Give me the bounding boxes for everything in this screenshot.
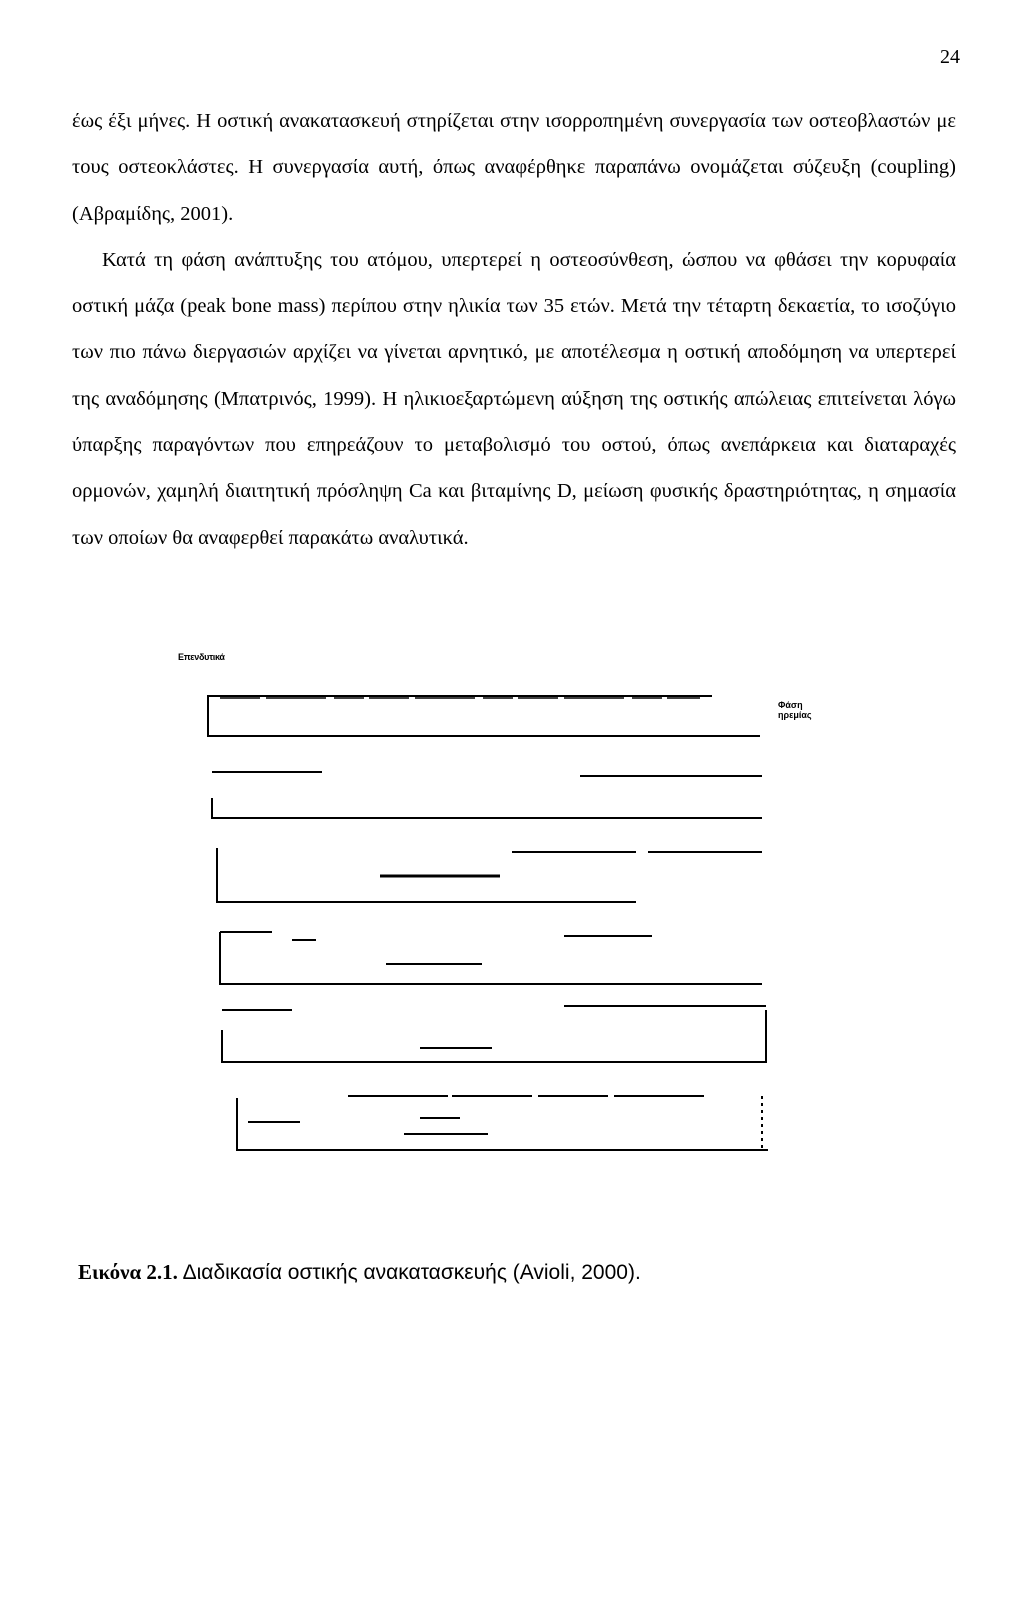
figure-drawing [0,648,1024,1208]
body-text [72,98,956,561]
caption-label: Εικόνα 2.1. [78,1260,178,1284]
stage-4-surface-left [220,932,316,940]
paragraph-1: έως έξι μήνες. Η οστική ανακατασκευή στηρίζεται στην ισορροπημένη συνεργασία των οστεοβλαστών με τους οστεοκλάστες. Η συνεργασία αυτή, όπως αναφέρθηκε παραπάνω ονομάζεται σύζευξη (coupling) (Αβραμίδης, 2001). [72,110,956,225]
stage-5-surface [222,1006,766,1010]
bone-remodeling-figure [0,648,1024,1208]
stage-1-outline [208,696,760,736]
caption-text: Διαδικασία οστικής ανακατασκευής (Avioli, 2000). [177,1261,641,1284]
page-number: 24 [940,46,960,68]
figure-label-top: Επενδυτικά [178,652,225,662]
stage-5-outline [222,1010,766,1062]
paragraph-2: Κατά τη φάση ανάπτυξης του ατόμου, υπερτερεί η οστεοσύνθεση, ώσπου να φθάσει την κορυφαία οστική μάζα (peak bone mass) περίπου στην ηλικία των 35 ετών. Μετά την τέταρτη δεκαετία, το ισοζύγιο των πιο πάνω διεργασιών αρχίζει να γίνεται αρνητικό, με αποτέλεσμα η οστική αποδόμηση να υπερτερεί της αναδόμησης (Μπατρινός, 1999). Η ηλικιοεξαρτώμενη αύξηση της οστικής απώλειας επιτείνεται λόγω ύπαρξης παραγόντων που επηρεάζουν το μεταβολισμό του οστού, όπως ανεπάρκεια και διαταραχές ορμονών, χαμηλή διαιτητική πρόσληψη Ca και βιταμίνης D, μείωση φυσικής δραστηριότητας, η σημασία των οποίων θα αναφερθεί παρακάτω αναλυτικά. [72,248,956,549]
figure-caption [78,1260,641,1285]
stage-2-outline [212,798,762,818]
stage-6-marks [248,1118,488,1134]
figure-label-right: Φάση ηρεμίας [778,700,812,720]
stage-6-outline [237,1098,768,1150]
